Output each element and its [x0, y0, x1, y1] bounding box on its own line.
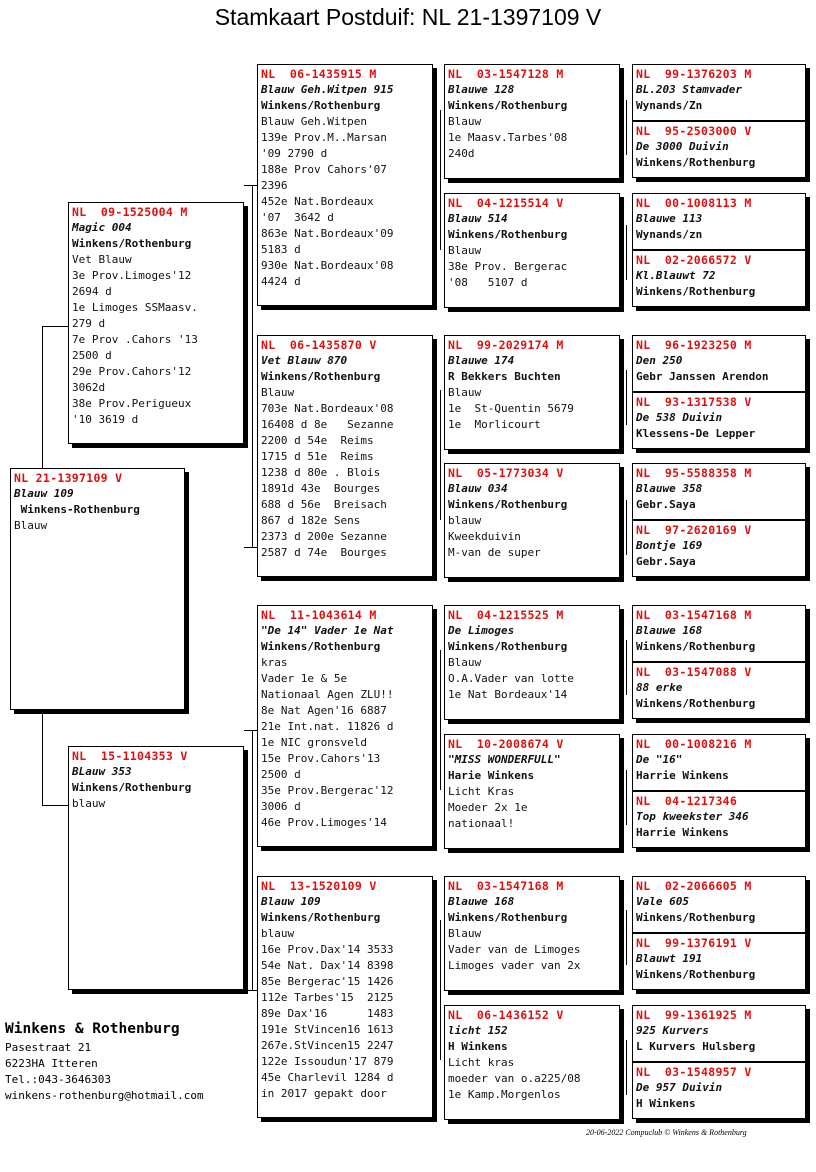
pigeon-detail: 1e Nat Bordeaux'14 [448, 688, 568, 701]
pigeon-detail: Blauw [261, 386, 295, 399]
pigeon-detail: 54e Nat. Dax'14 8398 [261, 959, 394, 972]
pigeon-name: De 3000 Duivin [636, 140, 729, 153]
pigeon-detail: 240d [448, 147, 475, 160]
pigeon-owner: Winkens/Rothenburg [261, 640, 381, 653]
connector [42, 805, 70, 806]
pigeon-owner: Klessens-De Lepper [636, 427, 756, 440]
pigeon-detail: 122e Issoudun'17 879 [261, 1055, 394, 1068]
connector [626, 100, 627, 155]
pigeon-detail: 8e Nat Agen'16 6887 [261, 704, 387, 717]
pigeon-name: Blauwe 168 [448, 895, 515, 908]
pigeon-card-mmm [444, 1005, 620, 1120]
pigeon-card-g12 [632, 791, 806, 848]
pigeon-detail: 267e.StVincen15 2247 [261, 1039, 394, 1052]
breeder-info [5, 1018, 204, 1104]
pigeon-detail: 3e Prov.Limoges'12 [72, 269, 192, 282]
connector [626, 370, 627, 425]
ring-number: NL 03-1548957 V [636, 1065, 752, 1079]
ring-number: NL 00-1008216 M [636, 737, 752, 751]
pigeon-name: Vet Blauw 870 [261, 354, 348, 367]
pigeon-owner: Gebr.Saya [636, 498, 696, 511]
ring-number: NL 00-1008113 M [636, 196, 752, 210]
pigeon-detail: 1e St-Quentin 5679 [448, 402, 574, 415]
connector [626, 500, 627, 555]
pigeon-name: Blauwt 191 [636, 952, 703, 965]
pigeon-card-fm [257, 335, 433, 577]
ring-number: NL 15-1104353 V [72, 749, 188, 763]
pigeon-card-g6 [632, 392, 806, 449]
pigeon-detail: 2500 d [72, 349, 112, 362]
pigeon-detail: 279 d [72, 317, 106, 330]
pigeon-name: De Limoges [448, 624, 515, 637]
pigeon-name: De 538 Duivin [636, 411, 723, 424]
pigeon-detail: 35e Prov.Bergerac'12 [261, 784, 394, 797]
pigeon-name: Magic 004 [72, 221, 132, 234]
pigeon-detail: 38e Prov. Bergerac [448, 260, 568, 273]
pigeon-card-g13 [632, 876, 806, 933]
pigeon-detail: 21e Int.nat. 11826 d [261, 720, 394, 733]
ring-number: NL 09-1525004 M [72, 205, 188, 219]
pigeon-detail: Limoges vader van 2x [448, 959, 581, 972]
pigeon-detail: 3006 d [261, 800, 301, 813]
pigeon-detail: Blauw [448, 386, 482, 399]
pigeon-card-g8 [632, 520, 806, 577]
pigeon-detail: 38e Prov.Perigueux [72, 397, 192, 410]
pigeon-name: 88 erke [636, 681, 683, 694]
pigeon-detail: '10 3619 d [72, 413, 139, 426]
pigeon-card-g1 [632, 64, 806, 121]
connector [252, 185, 253, 547]
pigeon-owner: Winkens/Rothenburg [636, 640, 756, 653]
pigeon-detail: 1891d 43e Bourges [261, 482, 381, 495]
pigeon-card-g3 [632, 193, 806, 250]
pigeon-owner: Gebr.Saya [636, 555, 696, 568]
pigeon-name: De 957 Duivin [636, 1081, 723, 1094]
pigeon-detail: 2200 d 54e Reims [261, 434, 374, 447]
pigeon-detail: Nationaal Agen ZLU!! [261, 688, 394, 701]
breeder-email: winkens-rothenburg@hotmail.com [5, 1089, 204, 1102]
pigeon-detail: '07 3642 d [261, 211, 334, 224]
ring-number: NL 06-1435870 V [261, 338, 377, 352]
pigeon-owner: Harrie Winkens [636, 826, 729, 839]
pigeon-owner: Winkens/Rothenburg [448, 99, 568, 112]
pigeon-detail: nationaal! [448, 817, 515, 830]
ring-number: NL 03-1547128 M [448, 67, 564, 81]
pigeon-owner: Harrie Winkens [636, 769, 729, 782]
pigeon-owner: Winkens/Rothenburg [448, 911, 568, 924]
pigeon-detail: Blauw [448, 927, 482, 940]
pigeon-detail: 1e Kamp.Morgenlos [448, 1088, 561, 1101]
connector [440, 920, 441, 1060]
pigeon-detail: 2694 d [72, 285, 112, 298]
ring-number: NL 04-1217346 [636, 794, 738, 808]
pigeon-card-g15 [632, 1005, 806, 1062]
pigeon-detail: '09 2790 d [261, 147, 328, 160]
pigeon-card-g11 [632, 734, 806, 791]
pigeon-detail: 46e Prov.Limoges'14 [261, 816, 387, 829]
connector [440, 390, 441, 520]
pigeon-detail: blauw [72, 797, 106, 810]
pigeon-owner: Winkens/Rothenburg [636, 911, 756, 924]
pigeon-detail: 85e Bergerac'15 1426 [261, 975, 394, 988]
pigeon-detail: 188e Prov Cahors'07 [261, 163, 387, 176]
pigeon-card-mother [68, 746, 244, 990]
connector [626, 225, 627, 280]
pigeon-detail: Kweekduivin [448, 530, 521, 543]
pigeon-detail: 1715 d 51e Reims [261, 450, 374, 463]
ring-number: NL 06-1435915 M [261, 67, 377, 81]
pigeon-detail: 2373 d 200e Sezanne [261, 530, 387, 543]
pigeon-detail: 2396 [261, 179, 288, 192]
pigeon-name: Top kweekster 346 [636, 810, 749, 823]
pigeon-card-fmf [444, 335, 620, 450]
ring-number: NL 03-1547168 M [448, 879, 564, 893]
pigeon-card-fff [444, 64, 620, 179]
ring-number: NL 02-2066605 M [636, 879, 752, 893]
connector [244, 547, 258, 548]
pigeon-card-fmm [444, 463, 620, 578]
pigeon-detail: Vader 1e & 5e [261, 672, 348, 685]
pigeon-owner: Winkens/Rothenburg [261, 99, 381, 112]
pigeon-detail: 3062d [72, 381, 106, 394]
pigeon-detail: 1e Maasv.Tarbes'08 [448, 131, 568, 144]
pigeon-detail: 5183 d [261, 243, 301, 256]
pigeon-detail: Blauw [448, 115, 482, 128]
pigeon-owner: Winkens/Rothenburg [72, 237, 192, 250]
ring-number: NL 95-5588358 M [636, 466, 752, 480]
ring-number: NL 11-1043614 M [261, 608, 377, 622]
ring-number: NL 99-1361925 M [636, 1008, 752, 1022]
pigeon-card-g2 [632, 121, 806, 178]
ring-number: NL 03-1547168 M [636, 608, 752, 622]
pigeon-detail: '08 5107 d [448, 276, 528, 289]
pigeon-owner: Winkens/Rothenburg [636, 285, 756, 298]
pigeon-detail: 1e Limoges SSMaasv. [72, 301, 198, 314]
pigeon-detail: 45e Charlevil 1284 d [261, 1071, 394, 1084]
pigeon-name: 925 Kurvers [636, 1024, 709, 1037]
pigeon-card-g10 [632, 662, 806, 719]
pigeon-name: BLauw 353 [72, 765, 132, 778]
pigeon-card-g14 [632, 933, 806, 990]
pigeon-owner: H Winkens [636, 1097, 696, 1110]
connector [244, 730, 258, 731]
pigeon-owner: Harie Winkens [448, 769, 535, 782]
pigeon-card-mf [257, 605, 433, 847]
footer-credit: 20-06-2022 Compuclub © Winkens & Rothenburg [586, 1128, 747, 1137]
pigeon-detail: 2500 d [261, 768, 301, 781]
page-title: Stamkaart Postduif: NL 21-1397109 V [214, 4, 602, 30]
ring-number: NL 21-1397109 V [14, 471, 123, 485]
pigeon-name: Blauwe 128 [448, 83, 515, 96]
pigeon-card-mff [444, 605, 620, 720]
pigeon-detail: 15e Prov.Cahors'13 [261, 752, 381, 765]
pigeon-name: "De 14" Vader 1e Nat [261, 624, 394, 637]
pigeon-owner: Winkens/Rothenburg [261, 911, 381, 924]
pigeon-name: Kl.Blauwt 72 [636, 269, 716, 282]
pigeon-owner: Winkens/Rothenburg [448, 228, 568, 241]
pigeon-name: Blauwe 113 [636, 212, 703, 225]
ring-number: NL 95-2503000 V [636, 124, 752, 138]
pigeon-detail: 16408 d 8e Sezanne [261, 418, 394, 431]
pigeon-card-g5 [632, 335, 806, 392]
ring-number: NL 04-1215514 V [448, 196, 564, 210]
pigeon-detail: Moeder 2x 1e [448, 801, 528, 814]
pigeon-detail: 191e StVincen16 1613 [261, 1023, 394, 1036]
pigeon-detail: 29e Prov.Cahors'12 [72, 365, 192, 378]
connector [252, 730, 253, 990]
pigeon-name: Blauw 109 [261, 895, 321, 908]
pigeon-card-ffm [444, 193, 620, 308]
pigeon-owner: Winkens/Rothenburg [261, 370, 381, 383]
ring-number: NL 99-1376203 M [636, 67, 752, 81]
pigeon-name: Blauwe 358 [636, 482, 703, 495]
pigeon-detail: 1e Morlicourt [448, 418, 541, 431]
pigeon-name: Vale 605 [636, 895, 689, 908]
pigeon-owner: R Bekkers Buchten [448, 370, 561, 383]
breeder-phone: Tel.:043-3646303 [5, 1073, 111, 1086]
connector [42, 711, 43, 805]
pigeon-name: Blauw Geh.Witpen 915 [261, 83, 394, 96]
ring-number: NL 99-2029174 M [448, 338, 564, 352]
pigeon-detail: Vader van de Limoges [448, 943, 581, 956]
pigeon-name: Blauw 034 [448, 482, 508, 495]
connector [42, 326, 43, 469]
pigeon-owner: Wynands/Zn [636, 99, 703, 112]
pigeon-detail: Vet Blauw [72, 253, 132, 266]
pigeon-detail: 89e Dax'16 1483 [261, 1007, 394, 1020]
ring-number: NL 06-1436152 V [448, 1008, 564, 1022]
pigeon-detail: 452e Nat.Bordeaux [261, 195, 374, 208]
pigeon-name: Blauw 514 [448, 212, 508, 225]
pigeon-owner: L Kurvers Hulsberg [636, 1040, 756, 1053]
pigeon-detail: 7e Prov .Cahors '13 [72, 333, 198, 346]
pigeon-owner: Winkens/Rothenburg [636, 968, 756, 981]
ring-number: NL 13-1520109 V [261, 879, 377, 893]
pigeon-owner: Winkens/Rothenburg [448, 498, 568, 511]
pigeon-card-g4 [632, 250, 806, 307]
pigeon-card-mm [257, 876, 433, 1118]
pigeon-detail: M-van de super [448, 546, 541, 559]
connector [626, 1040, 627, 1095]
pigeon-detail: 1238 d 80e . Blois [261, 466, 381, 479]
pigeon-detail: 2587 d 74e Bourges [261, 546, 387, 559]
ring-number: NL 04-1215525 M [448, 608, 564, 622]
pigeon-owner: Gebr Janssen Arendon [636, 370, 769, 383]
pigeon-detail: Blauw [448, 656, 482, 669]
pigeon-detail: blauw [261, 927, 295, 940]
pigeon-name: Bontje 169 [636, 539, 703, 552]
pigeon-card-mfm [444, 734, 620, 849]
breeder-street: Pasestraat 21 [5, 1041, 92, 1054]
pigeon-name: BL.203 Stamvader [636, 83, 742, 96]
pigeon-name: "MISS WONDERFULL" [448, 753, 561, 766]
breeder-name: Winkens & Rothenburg [5, 1021, 180, 1037]
pigeon-detail: Blauw [14, 519, 48, 532]
connector [440, 110, 441, 250]
pigeon-card-g9 [632, 605, 806, 662]
ring-number: NL 10-2008674 V [448, 737, 564, 751]
pigeon-detail: Blauw Geh.Witpen [261, 115, 367, 128]
pigeon-card-g7 [632, 463, 806, 520]
pigeon-name: Den 250 [636, 354, 683, 367]
pigeon-detail: 1e NIC gronsveld [261, 736, 367, 749]
ring-number: NL 93-1317538 V [636, 395, 752, 409]
pigeon-owner: Winkens/Rothenburg [448, 640, 568, 653]
pigeon-name: Blauwe 168 [636, 624, 703, 637]
pigeon-card-father [68, 202, 244, 444]
ring-number: NL 03-1547088 V [636, 665, 752, 679]
pigeon-detail: 930e Nat.Bordeaux'08 [261, 259, 394, 272]
pigeon-card-subject [10, 468, 185, 710]
connector [626, 770, 627, 825]
pigeon-detail: 688 d 56e Breisach [261, 498, 387, 511]
pigeon-owner: Winkens/Rothenburg [636, 697, 756, 710]
connector [440, 650, 441, 790]
pigeon-owner: Wynands/zn [636, 228, 703, 241]
pigeon-card-mmf [444, 876, 620, 991]
pigeon-detail: kras [261, 656, 288, 669]
ring-number: NL 97-2620169 V [636, 523, 752, 537]
pigeon-card-g16 [632, 1062, 806, 1119]
pigeon-detail: Licht Kras [448, 785, 515, 798]
connector [244, 185, 258, 186]
ring-number: NL 05-1773034 V [448, 466, 564, 480]
pigeon-detail: 4424 d [261, 275, 301, 288]
pigeon-detail: 703e Nat.Bordeaux'08 [261, 402, 394, 415]
pigeon-name: Blauwe 174 [448, 354, 515, 367]
pigeon-owner: Winkens/Rothenburg [72, 781, 192, 794]
pigeon-owner: Winkens/Rothenburg [636, 156, 756, 169]
pigeon-detail: 16e Prov.Dax'14 3533 [261, 943, 394, 956]
connector [244, 990, 258, 991]
pigeon-detail: 863e Nat.Bordeaux'09 [261, 227, 394, 240]
pigeon-owner: H Winkens [448, 1040, 508, 1053]
pigeon-detail: blauw [448, 514, 482, 527]
pigeon-name: licht 152 [448, 1024, 508, 1037]
pigeon-name: Blauw 109 [14, 487, 74, 500]
breeder-city: 6223HA Itteren [5, 1057, 98, 1070]
pigeon-name: De "16" [636, 753, 683, 766]
connector [626, 910, 627, 965]
pigeon-owner: Winkens-Rothenburg [14, 503, 140, 516]
pigeon-detail: O.A.Vader van lotte [448, 672, 574, 685]
pigeon-detail: 867 d 182e Sens [261, 514, 361, 527]
pigeon-detail: in 2017 gepakt door [261, 1087, 387, 1100]
connector [626, 640, 627, 695]
pigeon-detail: 112e Tarbes'15 2125 [261, 991, 394, 1004]
ring-number: NL 02-2066572 V [636, 253, 752, 267]
ring-number: NL 96-1923250 M [636, 338, 752, 352]
ring-number: NL 99-1376191 V [636, 936, 752, 950]
pigeon-detail: moeder van o.a225/08 [448, 1072, 581, 1085]
pigeon-detail: 139e Prov.M..Marsan [261, 131, 387, 144]
pigeon-card-ff [257, 64, 433, 306]
pigeon-detail: Blauw [448, 244, 482, 257]
connector [42, 326, 70, 327]
pigeon-detail: Licht kras [448, 1056, 515, 1069]
